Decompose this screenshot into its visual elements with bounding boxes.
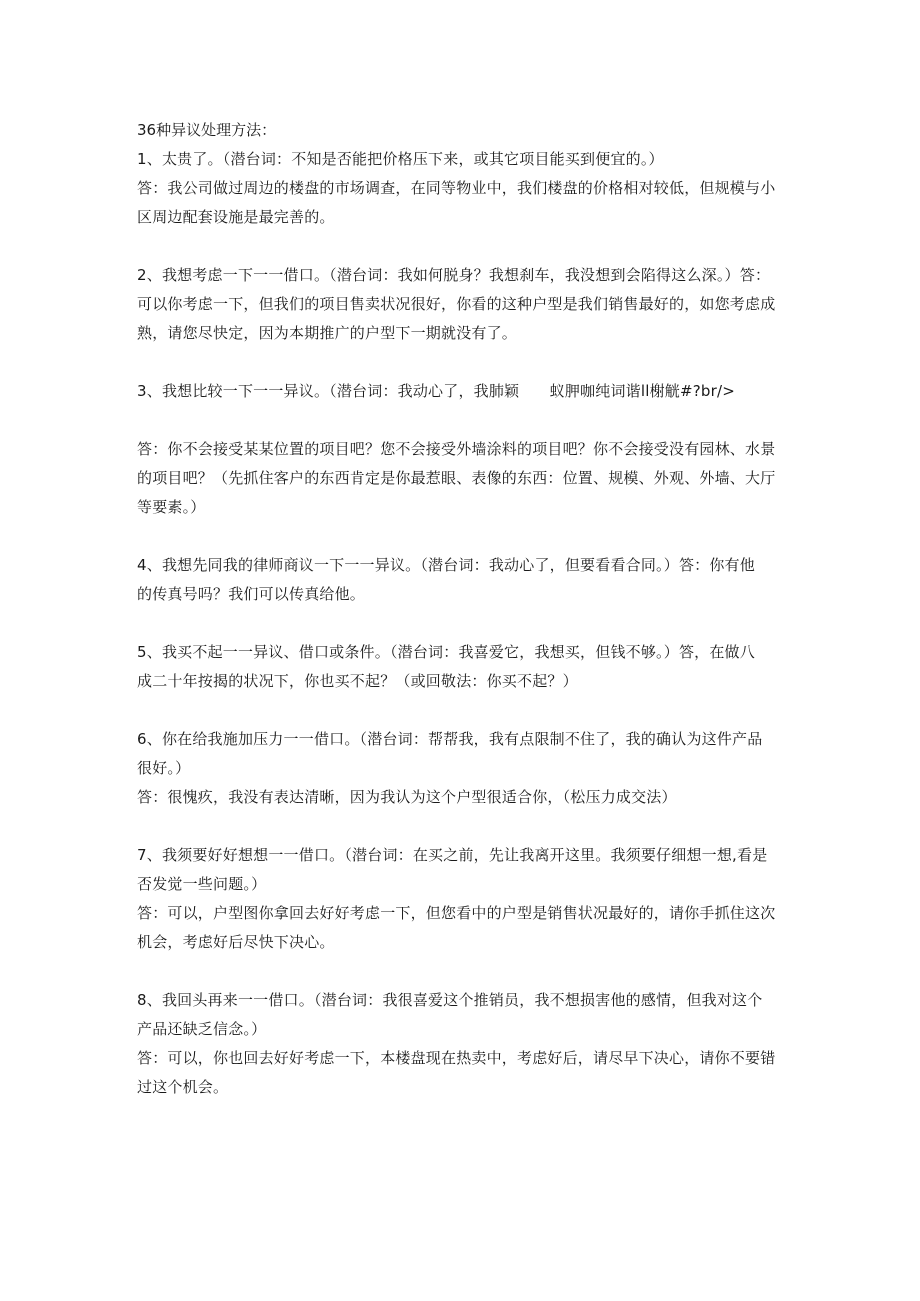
section-8 — [137, 986, 787, 1102]
section-8-line-4: 过这个机会。 — [137, 1078, 229, 1096]
section-gap — [137, 406, 787, 435]
section-7-line-1: 7、我须要好好想想一一借口。（潜台词：在买之前，先让我离开这里。我须要仔细想一想,看是 — [137, 846, 768, 864]
section-7-line-2: 否发觉一些问题。） — [137, 875, 267, 893]
section-gap — [137, 812, 787, 841]
section-8-line-2: 产品还缺乏信念。） — [137, 1020, 267, 1038]
document-title: 36种异议处理方法： — [137, 121, 277, 139]
section-gap — [137, 957, 787, 986]
section-3-answer-line-3: 等要素。） — [137, 498, 206, 516]
section-4-line-2: 的传真号吗？我们可以传真给他。 — [137, 585, 366, 603]
section-gap — [137, 348, 787, 377]
section-5 — [137, 638, 787, 696]
section-gap — [137, 696, 787, 725]
section-2-line-2: 可以你考虑一下，但我们的项目售卖状况很好，你看的这种户型是我们销售最好的，如您考虑成 — [137, 295, 776, 313]
section-1-line-1: 1、太贵了。（潜台词：不知是否能把价格压下来，或其它项目能买到便宜的。） — [137, 150, 664, 168]
section-8-line-3: 答：可以，你也回去好好考虑一下，本楼盘现在热卖中，考虑好后，请尽早下决心，请你不要错 — [137, 1049, 776, 1067]
section-2 — [137, 261, 787, 348]
section-8-line-1: 8、我回头再来一一借口。（潜台词：我很喜爱这个推销员，我不想损害他的感情，但我对这个 — [137, 991, 763, 1009]
section-7 — [137, 841, 787, 957]
section-2-line-1: 2、我想考虑一下一一借口。（潜台词：我如何脱身？我想刹车，我没想到会陷得这么深。）答： — [137, 266, 771, 284]
section-gap — [137, 522, 787, 551]
section-2-line-3: 熟，请您尽快定，因为本期推广的户型下一期就没有了。 — [137, 324, 518, 342]
section-1-line-3: 区周边配套设施是最完善的。 — [137, 208, 335, 226]
section-3-answer — [137, 435, 787, 522]
section-1-line-2: 答：我公司做过周边的楼盘的市场调查，在同等物业中，我们楼盘的价格相对较低，但规模与小 — [137, 179, 776, 197]
section-5-line-1: 5、我买不起一一异议、借口或条件。（潜台词：我喜爱它，我想买，但钱不够。）答，在做八 — [137, 643, 755, 661]
section-7-line-3: 答：可以，户型图你拿回去好好考虑一下，但您看中的户型是销售状况最好的，请你手抓住这次 — [137, 904, 776, 922]
section-7-line-4: 机会，考虑好后尽快下决心。 — [137, 933, 335, 951]
section-6-line-1: 6、你在给我施加压力一一借口。（潜台词：帮帮我，我有点限制不住了，我的确认为这件产品 — [137, 730, 763, 748]
document-body — [137, 116, 787, 1102]
section-6-line-3: 答：很愧疚，我没有表达清晰，因为我认为这个户型很适合你，（松压力成交法） — [137, 788, 677, 806]
section-3-answer-line-2: 的项目吧？（先抓住客户的东西肯定是你最惹眼、表像的东西：位置、规模、外观、外墙、大厅 — [137, 469, 776, 487]
section-3-line-1: 3、我想比较一下一一异议。（潜台词：我动心了，我肺颖 蚁胛咖纯词谐ll榭觥#?br/> — [137, 382, 736, 400]
section-3-answer-line-1: 答：你不会接受某某位置的项目吧？您不会接受外墙涂料的项目吧？你不会接受没有园林、水景 — [137, 440, 776, 458]
section-4 — [137, 551, 787, 609]
section-4-line-1: 4、我想先同我的律师商议一下一一异议。（潜台词：我动心了，但要看看合同。）答：你有他 — [137, 556, 755, 574]
section-6-line-2: 很好。） — [137, 759, 191, 777]
section-gap — [137, 232, 787, 261]
section-6 — [137, 725, 787, 812]
section-gap — [137, 609, 787, 638]
section-5-line-2: 成二十年按揭的状况下，你也买不起？（或回敬法：你买不起？） — [137, 672, 578, 690]
section-1 — [137, 145, 787, 232]
section-3 — [137, 377, 787, 406]
